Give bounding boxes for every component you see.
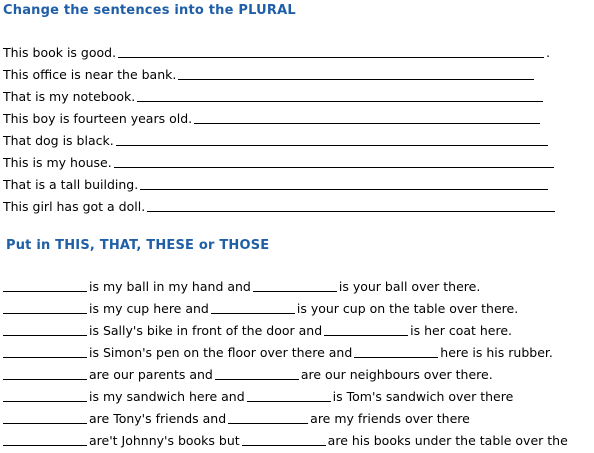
demonstrative-row-7 [3,406,472,426]
answer-blank-2[interactable] [228,410,308,424]
answer-blank-1[interactable] [3,278,87,292]
plural-row-8 [3,194,555,214]
sentence-part-1: is my cup here and [89,301,209,316]
answer-blank[interactable] [194,110,540,124]
sentence-text: That dog is black. [3,133,114,148]
answer-blank[interactable] [114,154,554,168]
sentence-text: This office is near the bank. [3,67,177,82]
sentence-text: This is my house. [3,155,112,170]
sentence-part-1: is my sandwich here and [89,389,245,404]
answer-blank-2[interactable] [354,344,438,358]
sentence-text: This boy is fourteen years old. [3,111,193,126]
answer-blank[interactable] [178,66,534,80]
sentence-text: That is a tall building. [3,177,139,192]
answer-blank-2[interactable] [211,300,295,314]
answer-blank-1[interactable] [3,366,87,380]
answer-blank-2[interactable] [215,366,299,380]
sentence-part-1: are't Johnny's books but [89,433,240,448]
answer-blank[interactable] [118,44,544,58]
sentence-part-2: is your ball over there. [338,279,481,294]
demonstrative-row-1 [3,274,482,294]
plural-row-1 [3,40,550,60]
sentence-part-1: is Sally's bike in front of the door and [89,323,323,338]
demonstrative-row-4 [3,340,555,360]
plural-row-6 [3,150,554,170]
demonstrative-row-2 [3,296,520,316]
sentence-part-2: are his books under the table over the [327,433,568,448]
answer-blank[interactable] [116,132,548,146]
answer-blank-2[interactable] [242,432,326,446]
sentence-part-2: is her coat here. [410,323,513,338]
plural-row-4 [3,106,540,126]
plural-row-5 [3,128,548,148]
answer-blank-1[interactable] [3,300,87,314]
demonstrative-row-5 [3,362,495,382]
sentence-part-1: is Simon's pen on the floor over there and [89,345,353,360]
sentence-part-2: are our neighbours over there. [300,367,493,382]
plural-row-2 [3,62,534,82]
section1-heading: Change the sentences into the PLURAL [3,3,296,18]
answer-blank-2[interactable] [247,388,331,402]
answer-blank-1[interactable] [3,388,87,402]
sentence-part-1: are Tony's friends and [89,411,227,426]
sentence-part-2: are my friends over there [310,411,470,426]
plural-row-3 [3,84,543,104]
section2-heading: Put in THIS, THAT, THESE or THOSE [6,238,270,253]
answer-blank[interactable] [137,88,543,102]
demonstrative-row-8 [3,428,594,448]
sentence-part-2: is Tom's sandwich over there [332,389,514,404]
answer-blank-1[interactable] [3,410,87,424]
answer-blank[interactable] [140,176,548,190]
sentence-part-1: are our parents and [89,367,213,382]
answer-blank-2[interactable] [253,278,337,292]
sentence-text: This girl has got a doll. [3,199,146,214]
answer-blank-1[interactable] [3,322,87,336]
answer-blank-1[interactable] [3,344,87,358]
answer-blank-2[interactable] [324,322,408,336]
demonstrative-row-6 [3,384,515,404]
sentence-text: That is my notebook. [3,89,136,104]
answer-blank-1[interactable] [3,432,87,446]
sentence-text: This book is good. [3,45,117,60]
plural-row-7 [3,172,548,192]
sentence-end: . [546,45,551,60]
sentence-part-2: is your cup on the table over there. [296,301,519,316]
demonstrative-row-3 [3,318,514,338]
sentence-part-2: here is his rubber. [440,345,553,360]
answer-blank[interactable] [147,198,555,212]
sentence-part-1: is my ball in my hand and [89,279,251,294]
